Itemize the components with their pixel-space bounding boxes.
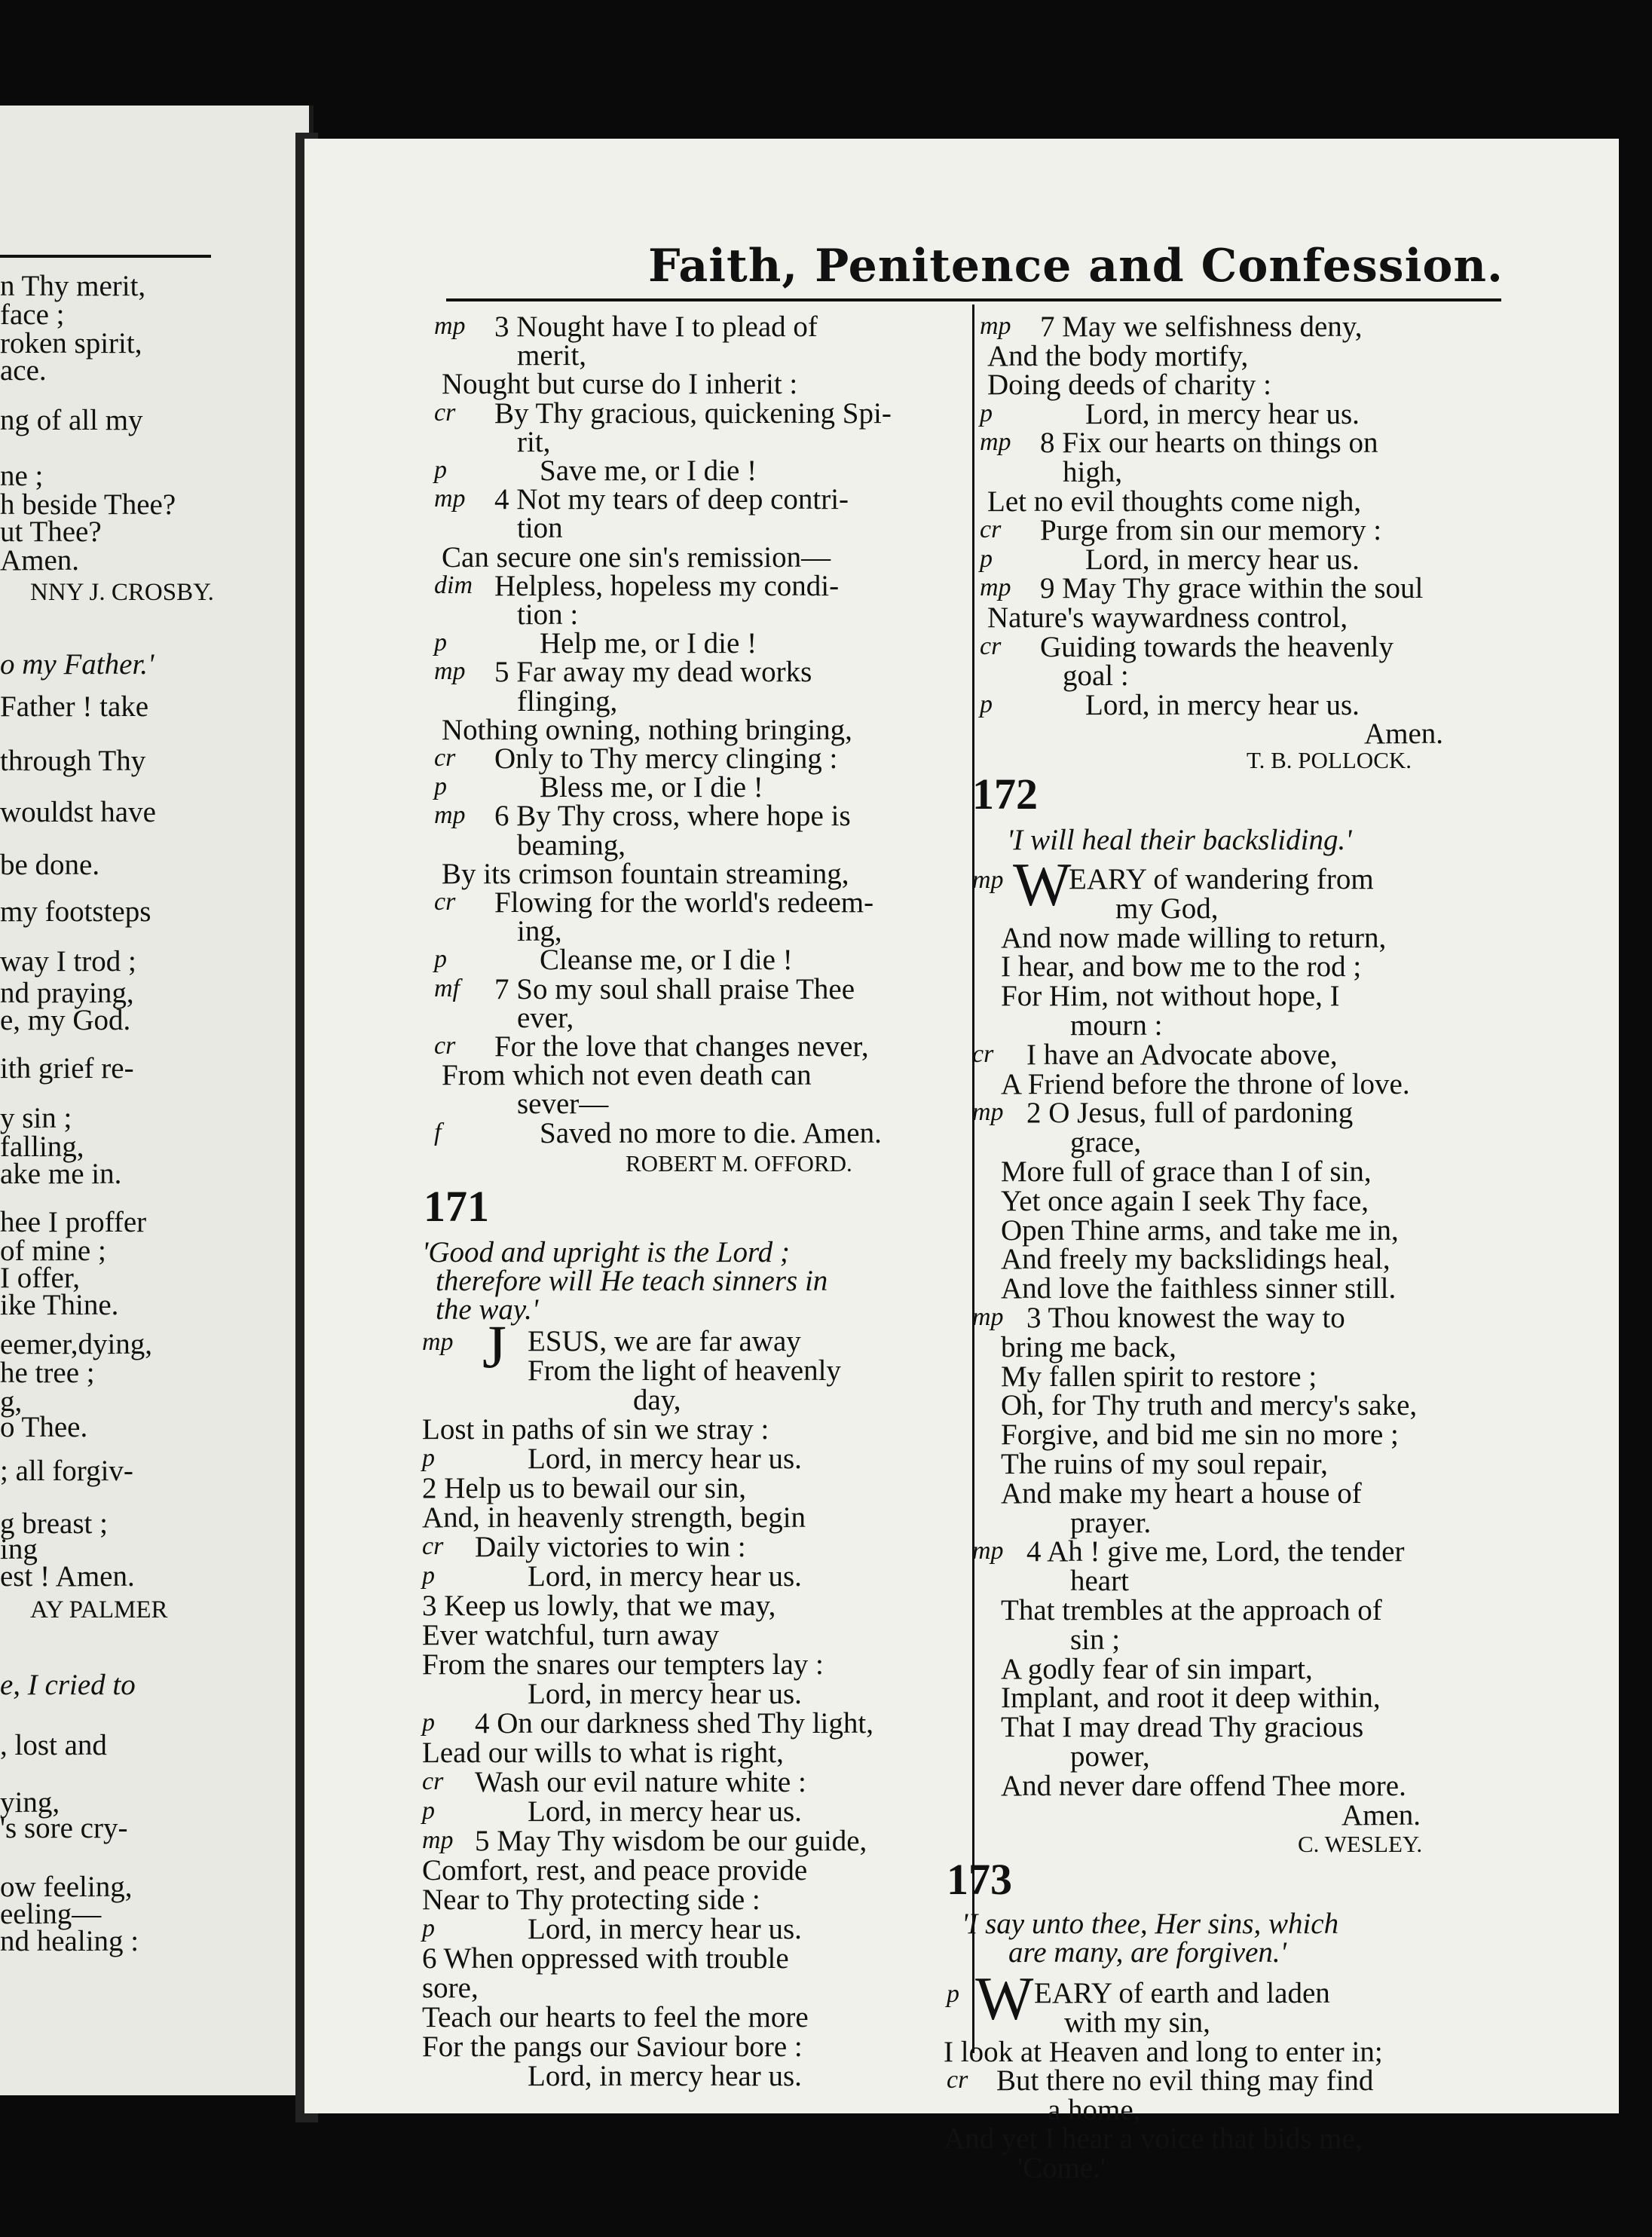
left-page-line: est ! Amen.: [0, 1560, 135, 1593]
hymn-172-line: power,: [1070, 1740, 1150, 1773]
hymn-170-line: Saved no more to die. Amen.: [540, 1116, 882, 1149]
hymn-170-line: 5 Far away my dead works: [494, 656, 812, 689]
hymn-171-end-mark: mp: [980, 574, 1011, 602]
left-page-line: wouldst have: [0, 796, 156, 828]
hymn-170-line: ing,: [517, 915, 562, 948]
hymn-171-line: And, in heavenly strength, begin: [422, 1501, 806, 1534]
hymn-171-mark: cr: [422, 1532, 444, 1560]
hymn-171-mark: cr: [422, 1767, 444, 1795]
hymn-171-line: Lost in paths of sin we stray :: [422, 1412, 769, 1446]
left-page-line: eeling—: [0, 1898, 102, 1930]
hymn-172-line: I have an Advocate above,: [1026, 1038, 1338, 1071]
left-page-line: e, my God.: [0, 1004, 131, 1036]
hymn-170-mark: mp: [434, 801, 466, 830]
hymn-172-line: bring me back,: [1001, 1330, 1176, 1363]
hymn-171-end-line: 9 May Thy grace within the soul: [1040, 572, 1424, 605]
hymn-171-mark: p: [422, 1443, 435, 1472]
hymn-170-line: rit,: [517, 425, 551, 458]
hymn-173-line: 'Come.': [1017, 2152, 1106, 2184]
hymn-171-line: Lord, in mercy hear us.: [528, 1442, 802, 1475]
hymn-170-line: sever—: [517, 1088, 609, 1121]
left-page-line: n Thy merit,: [0, 270, 146, 302]
hymn-172-line: Open Thine arms, and take me in,: [1001, 1213, 1399, 1247]
hymn-170-mark: mp: [434, 657, 466, 686]
hymn-170-line: 3 Nought have I to plead of: [494, 311, 818, 343]
hymn-173-line: a home,: [1048, 2093, 1141, 2126]
hymn-172-line: For Him, not without hope, I: [1001, 980, 1340, 1013]
left-page-line: ng of all my: [0, 404, 143, 436]
left-page-line: of mine ;: [0, 1235, 106, 1267]
hymn-172-line: Forgive, and bid me sin no more ;: [1001, 1418, 1399, 1452]
hymn-171-line: 4 On our darkness shed Thy light,: [475, 1706, 873, 1740]
hymn-172-line: 3 Thou knowest the way to: [1026, 1302, 1345, 1334]
left-page-line: e, I cried to: [0, 1669, 136, 1701]
left-page-line: ow feeling,: [0, 1871, 133, 1903]
left-page-line: ut Thee?: [0, 516, 102, 548]
left-page-line: my footsteps: [0, 895, 151, 928]
hymn-171-line: For the pangs our Saviour bore :: [422, 2030, 803, 2063]
left-page-line: ; all forgiv-: [0, 1455, 133, 1487]
left-page-line: ying,: [0, 1786, 60, 1819]
hymn-170-mark: f: [434, 1118, 442, 1146]
hymn-171-line: ESUS, we are far away: [528, 1324, 801, 1357]
hymn-171-line: Daily victories to win :: [475, 1530, 746, 1563]
left-header-rule: [0, 255, 211, 258]
hymn-171-line: sore,: [422, 1971, 479, 2004]
hymn-171-mark: mp: [422, 1327, 454, 1356]
left-page-line: ing: [0, 1533, 38, 1565]
hymn-171-end-line: Lord, in mercy hear us.: [1085, 688, 1360, 721]
hymn-171-line: day,: [633, 1383, 681, 1416]
hymn-172-mark: mp: [972, 1303, 1004, 1331]
hymn-171-line: 2 Help us to bewail our sin,: [422, 1471, 747, 1504]
hymn-171-end-mark: mp: [980, 312, 1011, 340]
hymn-172-line: Yet once again I seek Thy face,: [1001, 1184, 1369, 1217]
left-page-line: way I trod ;: [0, 945, 136, 978]
hymn-172-line: 4 Ah ! give me, Lord, the tender: [1026, 1535, 1405, 1568]
hymn-171-mark: mp: [422, 1825, 454, 1854]
hymn-171-author: T. B. POLLOCK.: [1247, 747, 1412, 773]
hymn-171-end-line: Guiding towards the heavenly: [1040, 630, 1393, 663]
hymn-172-line: my God,: [1115, 892, 1219, 925]
hymn-170-line: tion: [517, 512, 563, 545]
hymn-172-line: Implant, and root it deep within,: [1001, 1682, 1381, 1715]
hymn-170-line: beaming,: [517, 828, 626, 861]
column-divider: [972, 304, 974, 2053]
hymn-172-number: 172: [972, 770, 1038, 819]
hymn-170-mark: cr: [434, 398, 456, 427]
hymn-170-line: ever,: [517, 1001, 574, 1034]
hymn-171-end-mark: p: [980, 399, 993, 427]
hymn-172-line: I hear, and bow me to the rod ;: [1001, 950, 1362, 984]
left-page-line: be done.: [0, 849, 100, 881]
hymn-170-line: 7 So my soul shall praise Thee: [494, 972, 855, 1005]
hymn-173-text: are many, are forgiven.': [1008, 1936, 1287, 1969]
hymn-171-end-mark: p: [980, 544, 993, 573]
hymn-171-line: Lord, in mercy hear us.: [528, 1795, 802, 1828]
hymn-172-line: And now made willing to return,: [1001, 921, 1387, 954]
hymn-172-line: sin ;: [1070, 1623, 1121, 1656]
hymn-171-text: 'Good and upright is the Lord ;: [422, 1235, 790, 1268]
hymn-171-end-line: Amen.: [1364, 718, 1444, 751]
hymn-171-end-mark: cr: [980, 516, 1002, 544]
hymn-173-dropcap: W: [975, 1964, 1034, 2033]
hymn-172-line: Oh, for Thy truth and mercy's sake,: [1001, 1389, 1418, 1422]
page-header: Faith, Penitence and Confession.: [648, 240, 1504, 292]
hymn-171-line: 5 May Thy wisdom be our guide,: [475, 1824, 867, 1857]
hymn-171-line: Lord, in mercy hear us.: [528, 2059, 802, 2092]
hymn-172-line: And freely my backslidings heal,: [1001, 1243, 1390, 1276]
hymn-171-mark: p: [422, 1796, 435, 1825]
hymn-171-line: Teach our hearts to feel the more: [422, 2000, 809, 2033]
left-page-line: Amen.: [0, 544, 80, 577]
hymn-170-line: By Thy gracious, quickening Spi-: [494, 396, 892, 430]
left-page-line: he tree ;: [0, 1357, 95, 1389]
left-page-line: NNY J. CROSBY.: [30, 579, 214, 606]
hymn-170-mark: cr: [434, 1032, 456, 1060]
hymn-171-dropcap: J: [482, 1311, 506, 1381]
left-page-line: I offer,: [0, 1262, 80, 1294]
hymn-172-text: 'I will heal their backsliding.': [1007, 824, 1352, 856]
hymn-172-mark: mp: [972, 1537, 1004, 1565]
hymn-172-line: The ruins of my soul repair,: [1001, 1448, 1328, 1480]
left-page-line: roken spirit,: [0, 327, 142, 360]
hymn-171-end-line: 7 May we selfishness deny,: [1040, 311, 1363, 343]
hymn-173-line: I look at Heaven and long to enter in;: [944, 2035, 1383, 2068]
hymn-173-mark: cr: [947, 2066, 968, 2095]
hymn-170-line: Nought but curse do I inherit :: [442, 368, 798, 401]
hymn-170-mark: p: [434, 629, 447, 657]
hymn-172-line: Amen.: [1341, 1798, 1421, 1832]
hymn-170-mark: p: [434, 456, 447, 484]
hymn-170-line: 6 By Thy cross, where hope is: [494, 800, 851, 833]
left-page-line: through Thy: [0, 745, 146, 777]
hymn-170-line: merit,: [517, 339, 587, 372]
hymn-170-line: Flowing for the world's redeem-: [494, 886, 874, 919]
left-page-line: y sin ;: [0, 1102, 72, 1134]
hymn-171-end-mark: cr: [980, 632, 1002, 660]
left-page-line: eemer,dying,: [0, 1328, 153, 1360]
left-page-line: o Thee.: [0, 1411, 88, 1443]
hymn-172-line: My fallen spirit to restore ;: [1001, 1360, 1317, 1393]
hymn-171-end-line: Doing deeds of charity :: [987, 369, 1271, 402]
hymn-173-number: 173: [947, 1855, 1012, 1905]
left-page-line: , lost and: [0, 1729, 107, 1761]
left-page-line: 's sore cry-: [0, 1812, 128, 1844]
hymn-170-line: Save me, or I die !: [540, 454, 757, 487]
hymn-171-end-line: Purge from sin our memory :: [1040, 514, 1382, 547]
hymn-172-mark: mp: [972, 866, 1004, 894]
left-page-line: ike Thine.: [0, 1289, 119, 1321]
hymn-172-line: EARY of wandering from: [1069, 863, 1374, 895]
left-page-line: nd healing :: [0, 1925, 139, 1957]
hymn-171-end-line: Lord, in mercy hear us.: [1085, 397, 1360, 430]
hymn-170-line: flinging,: [517, 684, 618, 718]
hymn-172-line: 2 O Jesus, full of pardoning: [1026, 1097, 1354, 1130]
hymn-173-line: with my sin,: [1064, 2006, 1210, 2039]
hymn-173-line: And yet I hear a voice that bids me,: [944, 2122, 1363, 2156]
hymn-171-text: the way.': [436, 1293, 539, 1326]
hymn-171-end-line: Nature's waywardness control,: [987, 601, 1348, 634]
hymn-171-end-line: goal :: [1063, 659, 1129, 693]
hymn-171-end-line: Let no evil thoughts come nigh,: [987, 485, 1362, 518]
hymn-173-mark: p: [947, 1980, 959, 2009]
hymn-170-mark: mp: [434, 485, 466, 513]
hymn-171-end-mark: mp: [980, 428, 1011, 457]
hymn-171-line: Wash our evil nature white :: [475, 1765, 806, 1798]
hymn-172-mark: mp: [972, 1098, 1004, 1127]
hymn-172-line: And love the faithless sinner still.: [1001, 1272, 1397, 1305]
right-page: [304, 139, 1619, 2113]
hymn-171-line: Lead our wills to what is right,: [422, 1736, 784, 1769]
hymn-172-line: That trembles at the approach of: [1001, 1594, 1382, 1626]
left-page-line: AY PALMER: [30, 1596, 168, 1623]
hymn-172-line: heart: [1070, 1565, 1129, 1598]
hymn-171-mark: p: [422, 1708, 435, 1737]
hymn-170-line: Helpless, hopeless my condi-: [494, 569, 840, 602]
hymn-172-line: A godly fear of sin impart,: [1001, 1652, 1313, 1685]
hymn-173-line: But there no evil thing may find: [996, 2064, 1374, 2098]
left-page-line: g,: [0, 1385, 23, 1418]
left-page-line: ake me in.: [0, 1158, 122, 1190]
hymn-170-line: 4 Not my tears of deep contri-: [494, 483, 849, 516]
hymn-171-end-line: high,: [1063, 456, 1123, 488]
hymn-172-line: A Friend before the throne of love.: [1001, 1067, 1410, 1100]
hymn-171-line: 3 Keep us lowly, that we may,: [422, 1589, 776, 1622]
hymn-170-mark: mp: [434, 312, 466, 340]
hymn-173-text: 'I say unto thee, Her sins, which: [962, 1908, 1339, 1941]
hymn-172-line: And never dare offend Thee more.: [1001, 1769, 1406, 1802]
hymn-171-line: Ever watchful, turn away: [422, 1618, 720, 1651]
left-page-line: face ;: [0, 298, 65, 331]
left-page-line: falling,: [0, 1131, 84, 1163]
hymn-172-line: prayer.: [1070, 1506, 1152, 1539]
hymn-171-end-line: And the body mortify,: [987, 339, 1249, 372]
hymn-171-end-mark: p: [980, 690, 993, 718]
left-page-line: hee I proffer: [0, 1206, 147, 1238]
left-page-line: Father ! take: [0, 690, 149, 723]
hymn-171-line: Lord, in mercy hear us.: [528, 1912, 802, 1945]
left-page-line: ace.: [0, 354, 47, 387]
hymn-171-line: 6 When oppressed with trouble: [422, 1942, 789, 1975]
hymn-171-line: From the light of heavenly: [528, 1354, 841, 1387]
left-page-line: ne ;: [0, 460, 44, 492]
hymn-171-line: Lord, in mercy hear us.: [528, 1559, 802, 1593]
hymn-170-mark: p: [434, 773, 447, 801]
hymn-172-line: More full of grace than I of sin,: [1001, 1155, 1372, 1188]
left-page-line: nd praying,: [0, 977, 134, 1009]
hymn-170-mark: mf: [434, 974, 460, 1002]
hymn-172-line: grace,: [1070, 1126, 1142, 1159]
hymn-170-line: Bless me, or I die !: [540, 771, 763, 804]
hymn-172-line: That I may dread Thy gracious: [1001, 1711, 1364, 1744]
hymn-170-mark: cr: [434, 744, 456, 772]
hymn-171-end-line: Lord, in mercy hear us.: [1085, 543, 1360, 576]
hymn-170-author: ROBERT M. OFFORD.: [626, 1149, 852, 1177]
hymn-170-line: Cleanse me, or I die !: [540, 944, 793, 977]
left-page-line: o my Father.': [0, 648, 154, 681]
hymn-170-mark: dim: [434, 571, 473, 599]
hymn-170-line: Can secure one sin's remission—: [442, 540, 831, 574]
hymn-172-author: C. WESLEY.: [1298, 1831, 1423, 1858]
left-page-line: g breast ;: [0, 1507, 108, 1540]
hymn-170-line: Nothing owning, nothing bringing,: [442, 713, 852, 746]
hymn-171-text: therefore will He teach sinners in: [436, 1264, 828, 1297]
hymn-172-dropcap: W: [1013, 850, 1072, 919]
hymn-171-mark: p: [422, 1561, 435, 1590]
hymn-170-mark: cr: [434, 888, 456, 916]
hymn-173-line: EARY of earth and laden: [1034, 1977, 1330, 2010]
left-page-line: h beside Thee?: [0, 488, 176, 521]
hymn-170-line: From which not even death can: [442, 1059, 812, 1092]
hymn-171-number: 171: [424, 1181, 489, 1231]
hymn-171-line: Lord, in mercy hear us.: [528, 1677, 802, 1710]
left-page-line: ith grief re-: [0, 1052, 134, 1085]
hymn-171-mark: p: [422, 1914, 435, 1942]
hymn-171-line: From the snares our tempters lay :: [422, 1648, 824, 1681]
hymn-171-line: Near to Thy protecting side :: [422, 1883, 760, 1916]
hymn-172-line: mourn :: [1070, 1009, 1163, 1042]
hymn-170-line: For the love that changes never,: [494, 1030, 869, 1063]
hymn-170-line: tion :: [517, 598, 579, 631]
header-rule: [446, 298, 1501, 301]
hymn-172-mark: cr: [972, 1039, 994, 1068]
hymn-170-line: By its crimson fountain streaming,: [442, 857, 849, 890]
hymn-170-line: Help me, or I die !: [540, 627, 757, 660]
hymn-170-mark: p: [434, 945, 447, 974]
hymn-170-line: Only to Thy mercy clinging :: [494, 742, 838, 775]
hymn-172-line: And make my heart a house of: [1001, 1477, 1362, 1510]
hymn-171-end-line: 8 Fix our hearts on things on: [1040, 427, 1378, 460]
hymn-171-line: Comfort, rest, and peace provide: [422, 1853, 808, 1887]
